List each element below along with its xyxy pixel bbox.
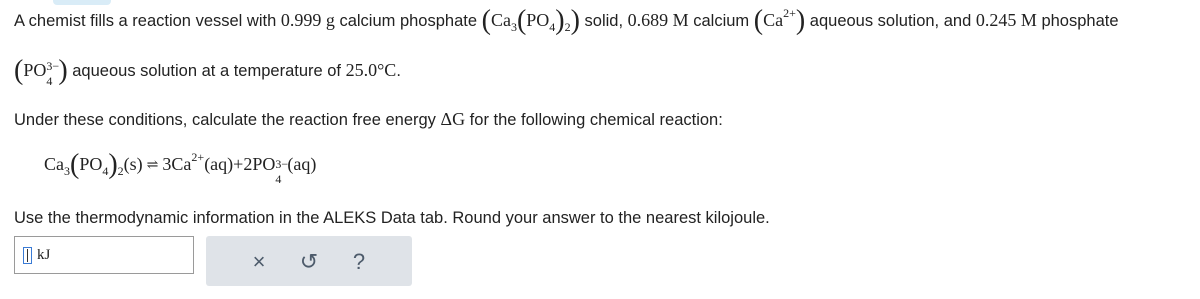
calcium-concentration: 0.689 xyxy=(627,10,669,30)
temperature-unit: °C xyxy=(377,60,397,80)
text: for the following chemical reaction: xyxy=(465,111,723,129)
close-icon: × xyxy=(252,249,266,274)
equilibrium-arrow-icon: ⇌ xyxy=(146,158,159,173)
text: aqueous solution at a temperature of xyxy=(67,62,346,80)
calcium-ion-formula: $(Ca^{2+})$ xyxy=(753,5,806,36)
mass-value: 0.999 xyxy=(280,10,322,30)
answer-input-field[interactable] xyxy=(23,247,32,264)
text: Use the thermodynamic information in the ALEKS Data tab. Round your answer to the nearest kilojoule. xyxy=(14,209,770,227)
undo-icon: ↺ xyxy=(299,249,319,274)
instructions xyxy=(14,208,770,228)
answer-unit: kJ xyxy=(37,247,51,263)
text: phosphate xyxy=(1036,12,1119,30)
temperature-value: 25.0 xyxy=(345,60,378,80)
phosphate-concentration: 0.245 xyxy=(975,10,1017,30)
undo-button[interactable] xyxy=(294,248,324,276)
calcium-phosphate-formula: $(Ca_3(PO_4)_2)$ xyxy=(481,5,580,36)
text: solid, xyxy=(579,12,628,30)
answer-input-box[interactable] xyxy=(14,236,194,274)
clear-button[interactable] xyxy=(244,248,274,276)
reaction-equation: $Ca_3(PO_4)_2(s)$ ⇌ $3Ca^{2+}(aq)+2PO$ 3− 4 (aq) xyxy=(44,149,317,186)
delta-g-symbol: ΔG xyxy=(440,109,466,129)
question-icon: ? xyxy=(352,249,366,274)
phosphate-ion-formula: (PO 3− 4 ) xyxy=(14,55,68,88)
text: aqueous solution, and xyxy=(805,12,976,30)
mass-unit: g xyxy=(321,10,335,30)
text: Under these conditions, calculate the reaction free energy xyxy=(14,111,441,129)
answer-toolbar xyxy=(206,236,412,286)
problem-line-3 xyxy=(14,109,723,130)
help-button[interactable] xyxy=(344,248,374,276)
molarity-unit: M xyxy=(668,10,689,30)
problem-line-2 xyxy=(14,55,401,88)
text: calcium phosphate xyxy=(334,12,482,30)
top-tab-indicator xyxy=(53,0,111,5)
text: . xyxy=(396,62,401,80)
molarity-unit: M xyxy=(1016,10,1037,30)
problem-line-1 xyxy=(14,5,1119,36)
text: calcium xyxy=(688,12,754,30)
text: A chemist fills a reaction vessel with xyxy=(14,12,281,30)
